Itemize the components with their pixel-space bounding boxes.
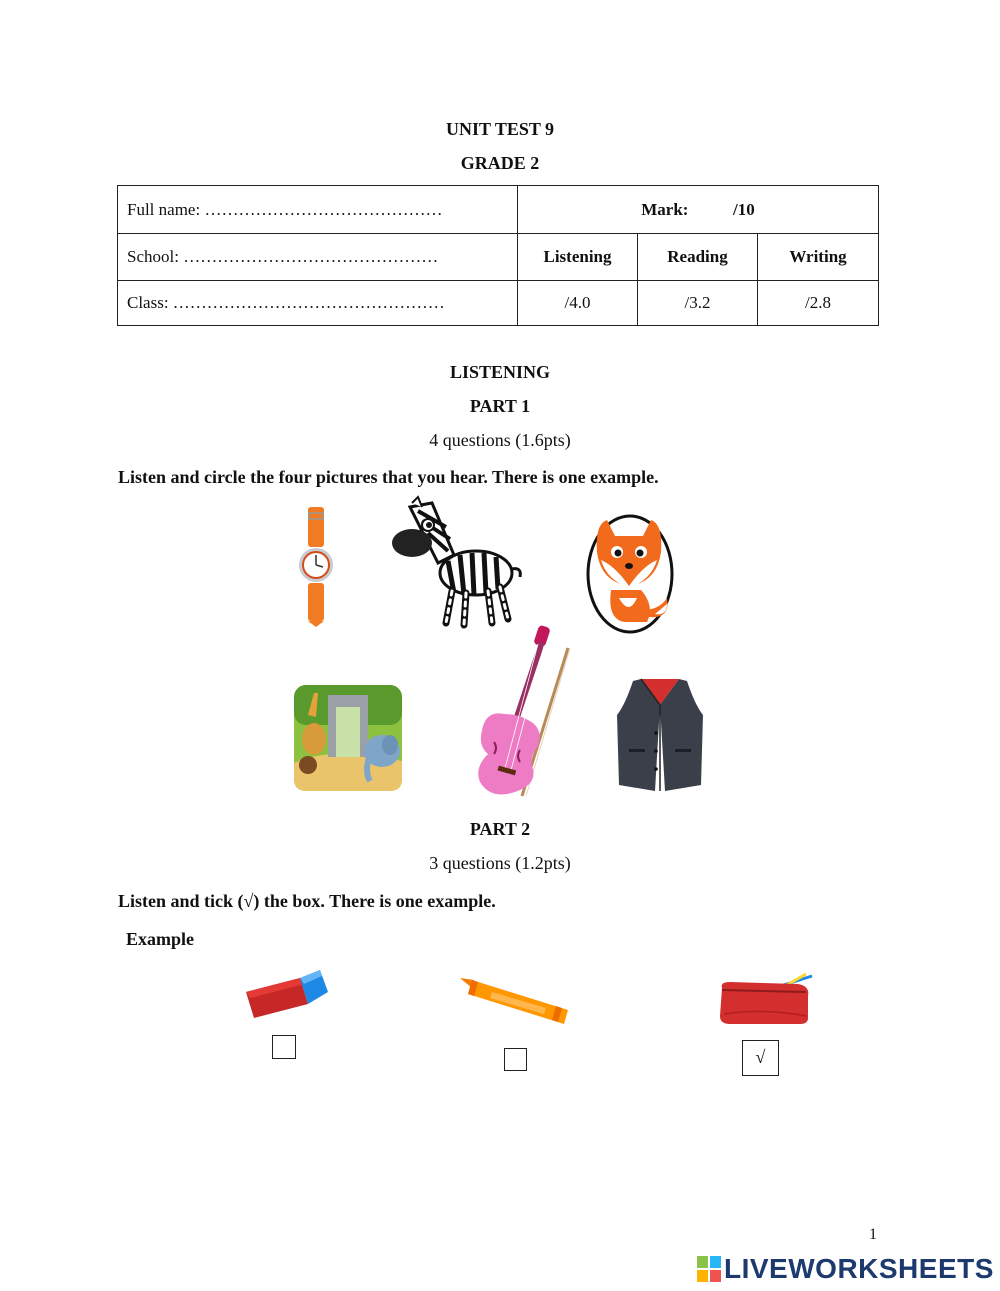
zoo-picture[interactable] [294,685,402,791]
part1-instruction: Listen and circle the four pictures that you hear. There is one example. [118,467,659,487]
grade-title: GRADE 2 [460,153,540,173]
pencil-case-picture[interactable] [716,972,816,1028]
test-title: UNIT TEST 9 [445,119,555,139]
liveworksheets-brand[interactable]: LIVEWORKSHEETS [724,1253,994,1284]
student-info-table [117,185,879,326]
class-field[interactable]: Class: ………………………………………… [118,281,518,326]
eraser-picture[interactable] [242,964,330,1020]
writing-header: Writing [758,234,879,281]
fox-picture[interactable] [585,510,677,634]
part1-subtitle: 4 questions (1.6pts) [429,430,571,450]
eraser-tick-box[interactable] [272,1035,296,1059]
violin-picture[interactable] [464,622,576,800]
listening-score: /4.0 [518,281,638,326]
part2-instruction: Listen and tick (√) the box. There is one example. [118,891,496,911]
vest-picture[interactable] [615,675,705,793]
reading-score: /3.2 [638,281,758,326]
school-field[interactable]: School: ……………………………………… [118,234,518,281]
crayon-picture[interactable] [458,972,574,1028]
example-label: Example [126,929,195,949]
part1-title: PART 1 [469,396,531,416]
mark-cell [518,186,879,234]
section-title: LISTENING [449,362,551,382]
page-number: 1 [869,1226,877,1243]
mark-label: Mark: [641,199,689,219]
pencil-case-tick-box[interactable]: √ [742,1040,779,1076]
part2-subtitle: 3 questions (1.2pts) [429,853,571,873]
liveworksheets-logo-icon [697,1256,721,1282]
crayon-tick-box[interactable] [504,1048,527,1071]
mark-total: /10 [732,199,755,219]
reading-header: Reading [638,234,758,281]
writing-score: /2.8 [758,281,879,326]
full-name-field[interactable]: Full name: …………………………………… [118,186,518,234]
zebra-picture[interactable] [388,497,524,629]
listening-header: Listening [518,234,638,281]
watch-picture[interactable] [298,505,334,627]
part2-title: PART 2 [469,819,531,839]
